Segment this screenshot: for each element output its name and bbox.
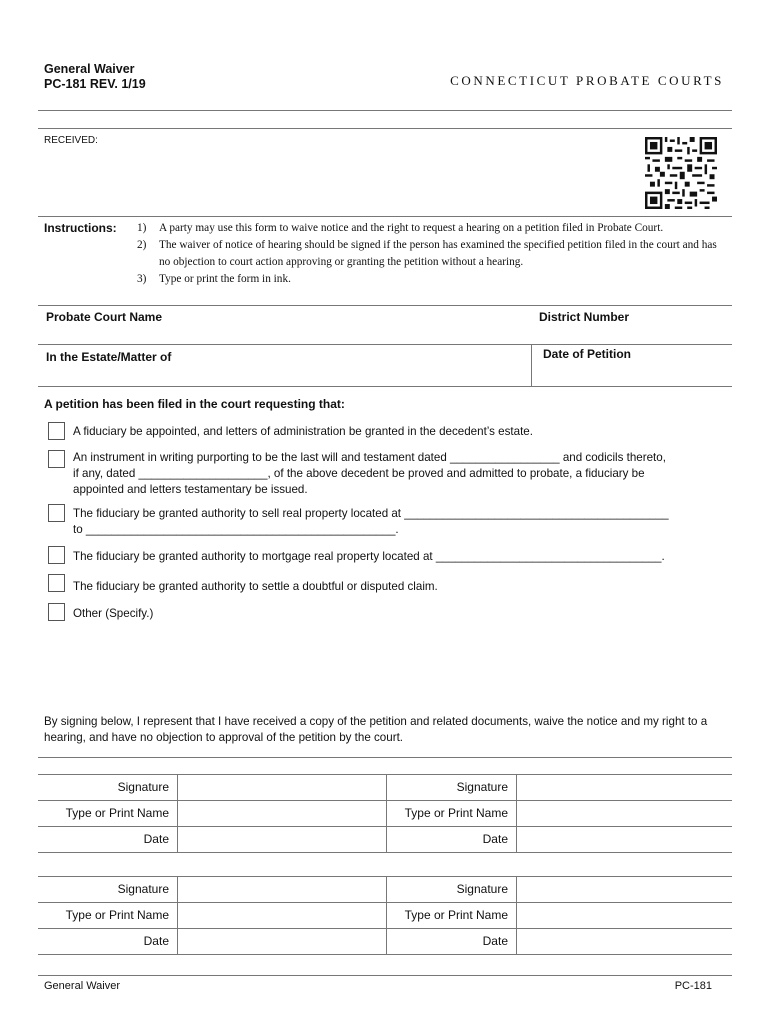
option-sell-property-text: The fiduciary be granted authority to sell real property located at _________________________________________ to ________________________________________________.: [73, 507, 669, 536]
signature-field[interactable]: [517, 877, 731, 901]
print-name-label: Type or Print Name: [65, 908, 169, 922]
instruction-item: 1) A party may use this form to waive notice and the right to request a hearing on a petition filed in Probate Court.: [137, 222, 664, 234]
print-name-field[interactable]: [178, 903, 385, 927]
print-name-label: Type or Print Name: [404, 806, 508, 820]
signature-divider: [386, 774, 387, 852]
received-top-border: [38, 128, 732, 129]
signature-block-bottom: [38, 852, 732, 853]
signature-divider: [386, 876, 387, 954]
instruction-item: 3) Type or print the form in ink.: [137, 273, 291, 285]
date-of-petition-label: Date of Petition: [543, 347, 632, 361]
estate-top-border: [38, 344, 732, 345]
signature-field[interactable]: [517, 775, 731, 799]
option-checkbox-settle-claim[interactable]: [48, 574, 65, 592]
declaration-bottom-border: [38, 757, 732, 758]
declaration-text: By signing below, I represent that I have received a copy of the petition and related documents, waive the notice and my right to a hearing, and have no objection to approval of the petition by the court.: [44, 715, 708, 744]
instruction-item: 2) The waiver of notice of hearing should be signed if the person has examined the specified petition filed in the court and has no objection to court action approving or granting the petition without a hearing.: [137, 239, 717, 268]
print-name-field[interactable]: [517, 801, 731, 825]
print-name-field[interactable]: [517, 903, 731, 927]
date-label: Date: [143, 832, 169, 846]
district-number-label: District Number: [539, 310, 630, 324]
footer-divider: [38, 975, 732, 976]
estate-matter-label: In the Estate/Matter of: [46, 350, 172, 364]
qr-code-icon: [645, 137, 717, 209]
date-field[interactable]: [178, 827, 385, 851]
option-other-text: Other (Specify.): [73, 607, 154, 620]
form-name: General Waiver: [44, 62, 135, 76]
estate-divider: [531, 344, 532, 386]
date-label: Date: [143, 934, 169, 948]
signature-label: Signature: [456, 882, 508, 896]
option-checkbox-administration[interactable]: [48, 422, 65, 440]
agency-name: CONNECTICUT PROBATE COURTS: [450, 73, 724, 88]
date-field[interactable]: [178, 929, 385, 953]
signature-field[interactable]: [178, 877, 385, 901]
date-label: Date: [482, 832, 508, 846]
signature-label: Signature: [456, 780, 508, 794]
option-will-text: An instrument in writing purporting to be the last will and testament dated _________________ and codicils thereto, if any, dated ____________________, of the above decedent be proved and admitted to probate, a fiduciary be appointed and letters testamentary be issued.: [73, 451, 666, 496]
received-label: RECEIVED:: [44, 135, 98, 146]
court-fields-top-border: [38, 305, 732, 306]
instructions-list: [137, 220, 727, 288]
footer-form-number: PC-181: [674, 980, 712, 992]
option-checkbox-will[interactable]: [48, 450, 65, 468]
signature-field[interactable]: [178, 775, 385, 799]
form-title-block: [44, 62, 146, 92]
date-label: Date: [482, 934, 508, 948]
probate-court-name-label: Probate Court Name: [46, 310, 163, 324]
option-settle-claim-text: The fiduciary be granted authority to settle a doubtful or disputed claim.: [73, 580, 438, 593]
petition-heading: A petition has been filed in the court requesting that:: [44, 397, 345, 411]
signature-block-bottom: [38, 954, 732, 955]
form-number: PC-181 REV. 1/19: [44, 77, 146, 91]
print-name-field[interactable]: [178, 801, 385, 825]
date-field[interactable]: [517, 827, 731, 851]
date-field[interactable]: [517, 929, 731, 953]
signature-label: Signature: [117, 882, 169, 896]
option-administration-text: A fiduciary be appointed, and letters of administration be granted in the decedent’s estate.: [73, 425, 533, 438]
print-name-label: Type or Print Name: [404, 908, 508, 922]
header-divider: [38, 110, 732, 111]
estate-bottom-border: [38, 386, 732, 387]
option-checkbox-mortgage-property[interactable]: [48, 546, 65, 564]
option-checkbox-sell-property[interactable]: [48, 504, 65, 522]
option-mortgage-property-text: The fiduciary be granted authority to mortgage real property located at ___________________________________.: [73, 550, 665, 563]
instructions-top-border: [38, 216, 732, 217]
instructions-label: Instructions:: [44, 221, 117, 235]
option-checkbox-other[interactable]: [48, 603, 65, 621]
print-name-label: Type or Print Name: [65, 806, 169, 820]
signature-label: Signature: [117, 780, 169, 794]
footer-form-name: General Waiver: [44, 980, 121, 992]
